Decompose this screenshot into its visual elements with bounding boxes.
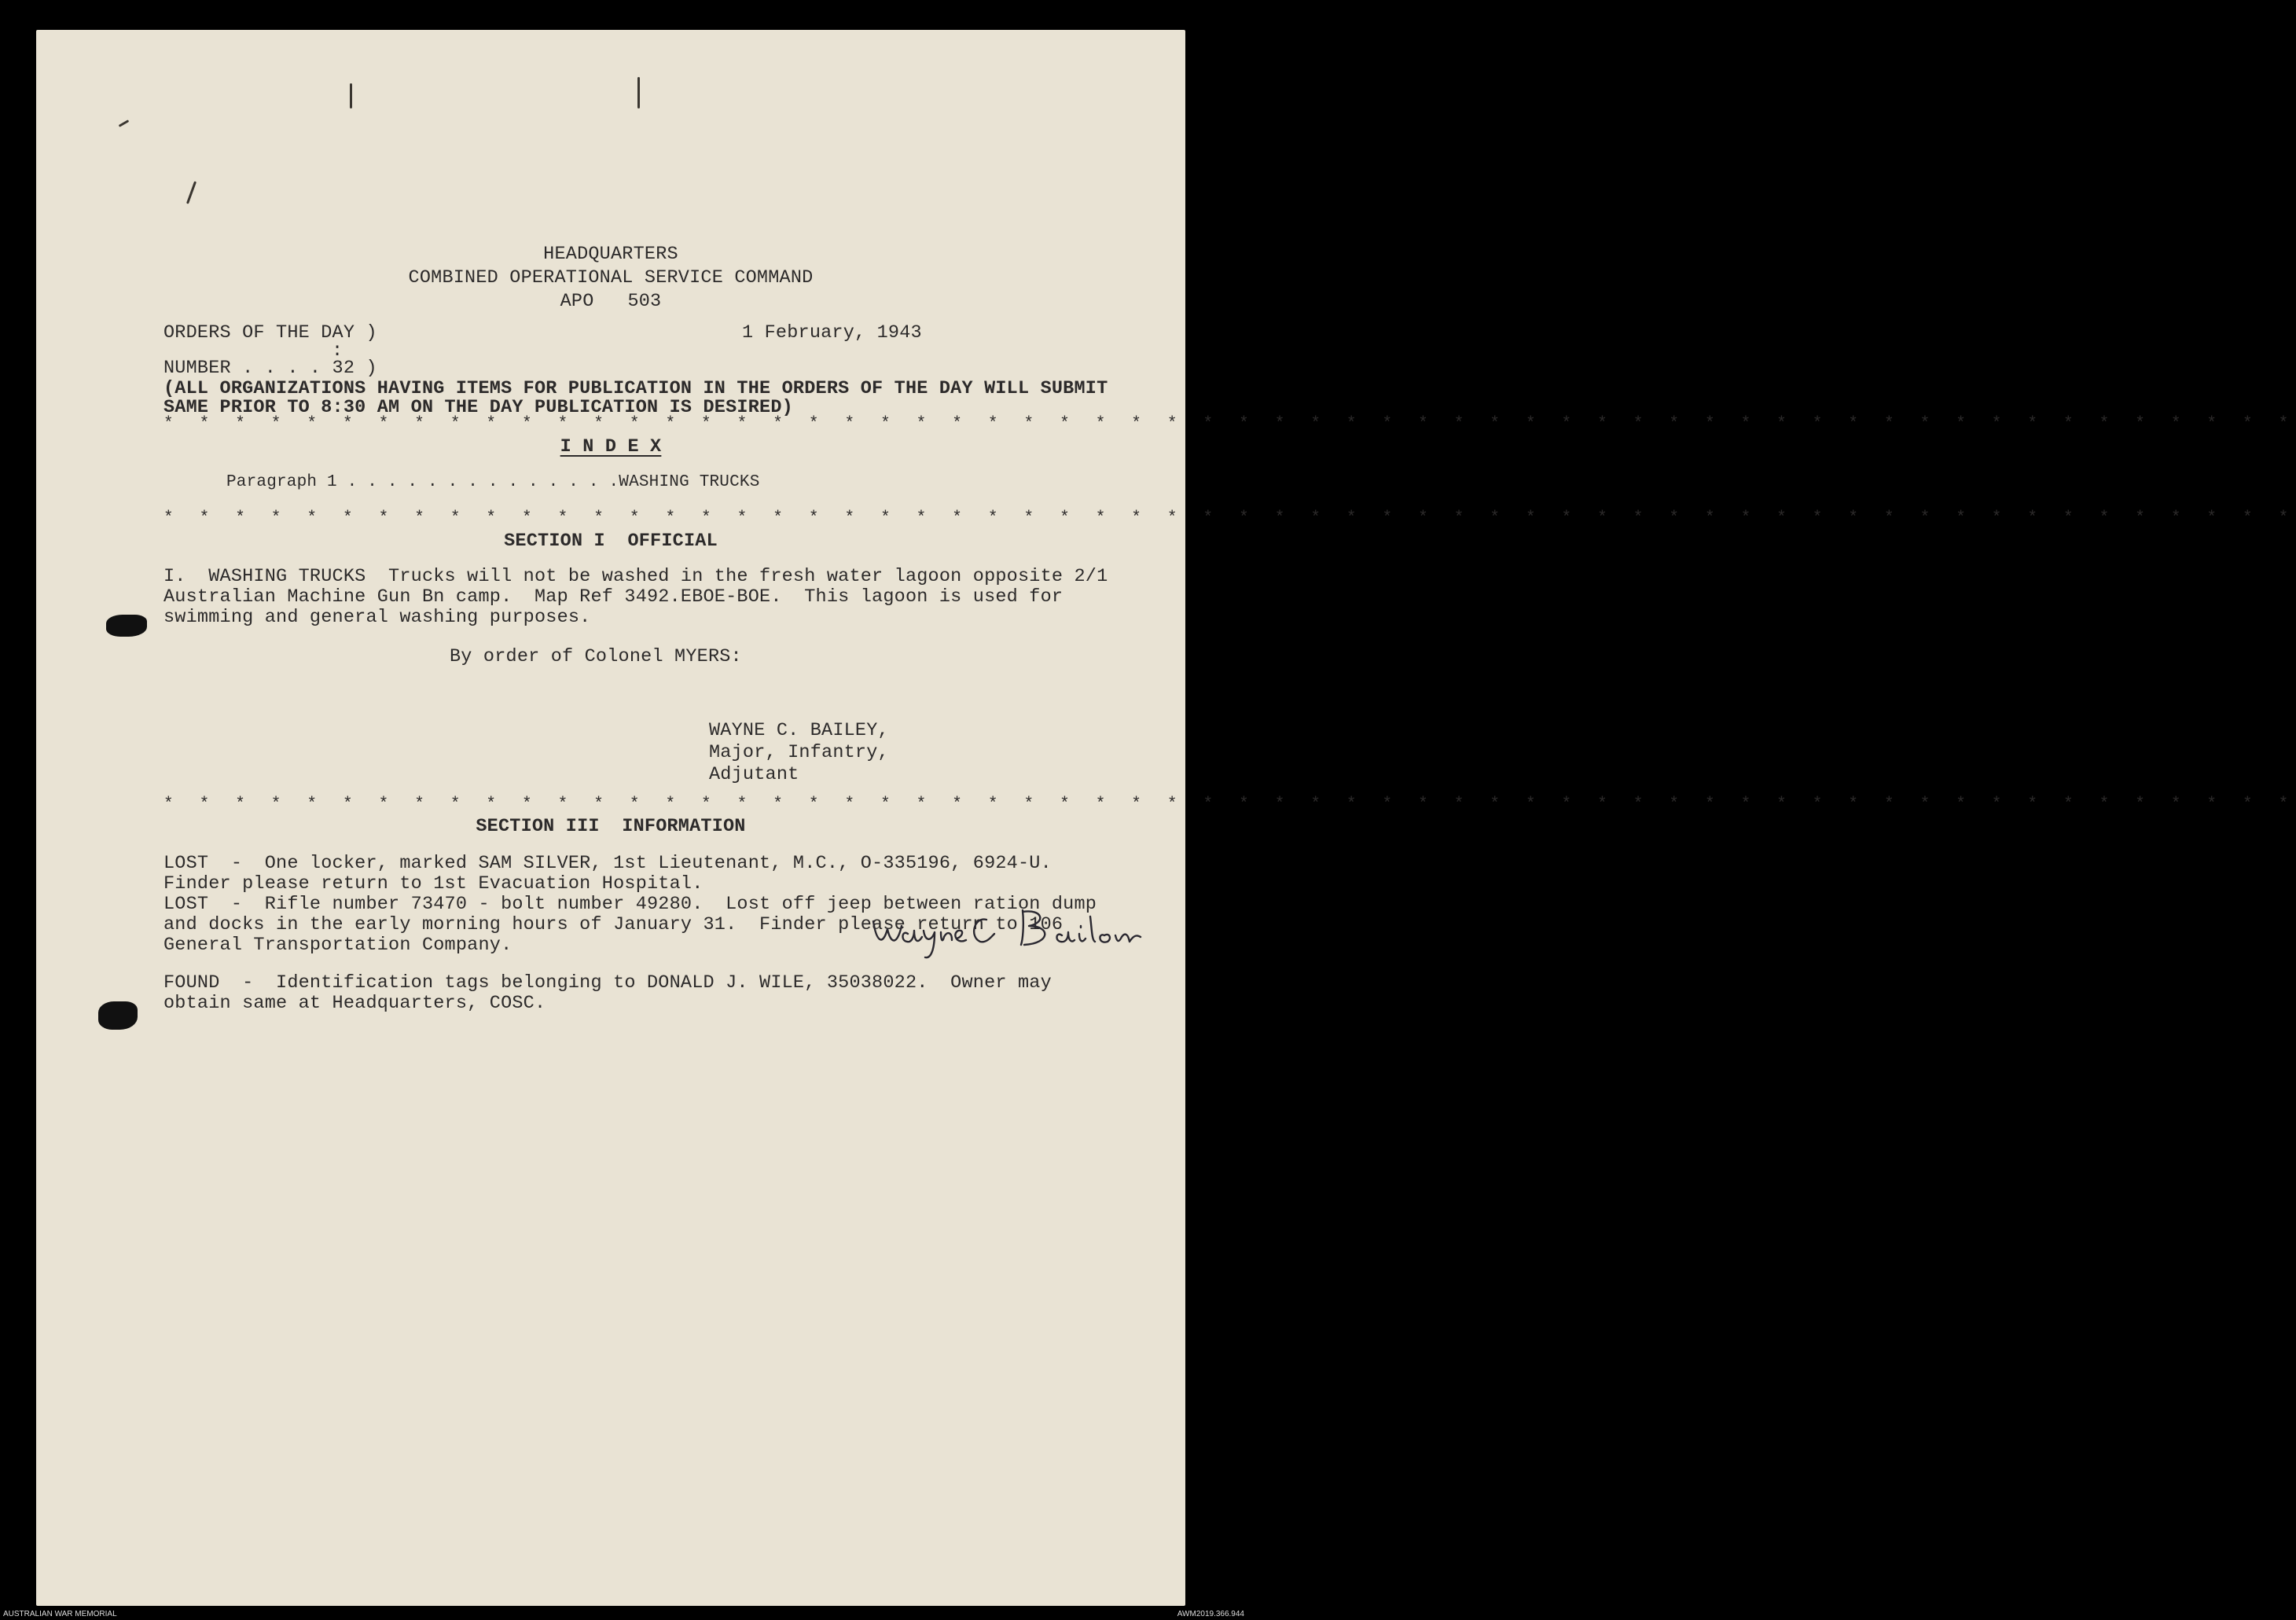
orders-colon: : bbox=[332, 340, 343, 362]
separator-2: * * * * * * * * * * * * * * * * * * * * * * * * * * * * * * * * * * * * * * * * * * * * * * * * * * * * * * * * * * * * bbox=[163, 509, 2296, 527]
orders-note-line2: SAME PRIOR TO 8:30 AM ON THE DAY PUBLICATION IS DESIRED) bbox=[163, 397, 793, 418]
punch-hole-top bbox=[106, 615, 147, 637]
lost1-line1: LOST - One locker, marked SAM SILVER, 1st Lieutenant, M.C., O-335196, 6924-U. bbox=[163, 853, 1052, 874]
orders-number: NUMBER . . . . 32 ) bbox=[163, 358, 377, 379]
orders-note-line1: (ALL ORGANIZATIONS HAVING ITEMS FOR PUBLICATION IN THE ORDERS OF THE DAY WILL SUBMIT bbox=[163, 378, 1108, 399]
document-page bbox=[36, 30, 2296, 1606]
lost1-line2: Finder please return to 1st Evacuation Hospital. bbox=[163, 873, 703, 894]
section1-title: SECTION I OFFICIAL bbox=[504, 531, 718, 552]
section1-line3: swimming and general washing purposes. bbox=[163, 607, 591, 628]
index-title: I N D E X bbox=[560, 436, 662, 457]
separator-1: * * * * * * * * * * * * * * * * * * * * * * * * * * * * * * * * * * * * * * * * * * * * * * * * * * * * * * * * * * * * bbox=[163, 415, 2296, 433]
handwritten-signature bbox=[869, 902, 1199, 965]
section1-line1: I. WASHING TRUCKS Trucks will not be washed in the fresh water lagoon opposite 2/1 bbox=[163, 566, 1108, 587]
footer-institution: AUSTRALIAN WAR MEMORIAL bbox=[3, 1610, 117, 1618]
signatory-role: Adjutant bbox=[709, 764, 799, 785]
lost2-line1: LOST - Rifle number 73470 - bolt number 49280. Lost off jeep between ration dump bbox=[163, 894, 1097, 915]
index-entry: Paragraph 1 . . . . . . . . . . . . . .WASHING TRUCKS bbox=[226, 473, 760, 491]
header-command: COMBINED OPERATIONAL SERVICE COMMAND bbox=[408, 267, 814, 288]
header-apo: APO 503 bbox=[560, 291, 662, 312]
staple-mark-1 bbox=[119, 119, 130, 127]
found-line1: FOUND - Identification tags belonging to DONALD J. WILE, 35038022. Owner may bbox=[163, 972, 1052, 994]
section3-title: SECTION III INFORMATION bbox=[476, 816, 746, 837]
staple-mark-2 bbox=[186, 181, 197, 204]
staple-mark-3 bbox=[350, 83, 352, 108]
lost2-line2: and docks in the early morning hours of January 31. Finder please return to 106 bbox=[163, 914, 1064, 935]
staple-mark-4 bbox=[637, 77, 640, 108]
lost2-line3: General Transportation Company. bbox=[163, 935, 512, 956]
punch-hole-bottom bbox=[98, 1001, 138, 1030]
found-line2: obtain same at Headquarters, COSC. bbox=[163, 993, 546, 1014]
header-headquarters: HEADQUARTERS bbox=[543, 244, 678, 265]
signatory-name: WAYNE C. BAILEY, bbox=[709, 720, 889, 741]
footer-catalogue-id: AWM2019.366.944 bbox=[1177, 1610, 1244, 1618]
section1-line2: Australian Machine Gun Bn camp. Map Ref 3492.EBOE-BOE. This lagoon is used for bbox=[163, 586, 1064, 608]
signatory-rank: Major, Infantry, bbox=[709, 742, 889, 763]
orders-label: ORDERS OF THE DAY ) bbox=[163, 322, 377, 343]
by-order-line: By order of Colonel MYERS: bbox=[450, 646, 742, 667]
orders-date: 1 February, 1943 bbox=[742, 322, 922, 343]
separator-3: * * * * * * * * * * * * * * * * * * * * * * * * * * * * * * * * * * * * * * * * * * * * * * * * * * * * * * * * * * * * bbox=[163, 795, 2296, 814]
